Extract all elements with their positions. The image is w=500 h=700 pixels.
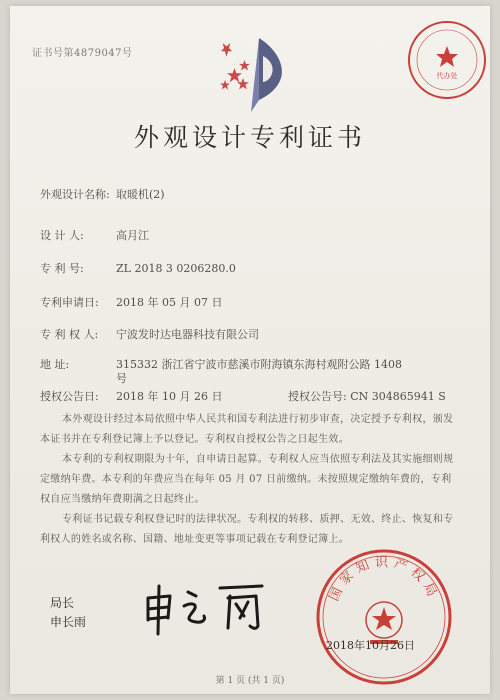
field-value: 2018 年 10 月 26 日 <box>116 390 223 403</box>
paragraph-legal-status: 专利证书记载专利权登记时的法律状况。专利权的转移、质押、无效、终止、恢复和专利权人的姓名或名称、国籍、地址变更等事项记载在专利登记簿上。 <box>40 514 454 545</box>
signatory-title: 局长 <box>50 596 75 610</box>
field-grant-number <box>288 388 446 404</box>
field-label: 授权公告日: <box>40 390 99 403</box>
field-value: 2018 年 05 月 07 日 <box>116 296 223 309</box>
field-address <box>40 356 402 372</box>
field-value: 取暖机(2) <box>116 188 165 201</box>
signatory-name: 申长雨 <box>50 615 87 629</box>
certificate-serial: 证书号第4879047号 <box>32 48 133 59</box>
field-grant-date <box>40 388 446 404</box>
field-label: 专 利 权 人: <box>40 328 99 341</box>
svg-text:国家知识产权局: 国家知识产权局 <box>326 555 442 604</box>
field-label: 专利申请日: <box>40 296 99 309</box>
paragraph-grant: 本外观设计经过本局依照中华人民共和国专利法进行初步审查，决定授予专利权，颁发本证书并在专利登记簿上予以登记。专利权自授权公告之日起生效。 <box>40 414 454 445</box>
field-value: 315332 浙江省宁波市慈溪市附海镇东海村观附公路 1408 <box>116 358 402 371</box>
page-number: 第 1 页 (共 1 页) <box>215 676 285 686</box>
field-designer <box>40 227 149 243</box>
seal-date: 2018年10月26日 <box>326 639 415 652</box>
agency-seal <box>405 18 489 102</box>
field-value: 高月江 <box>116 229 149 242</box>
field-design-name <box>40 186 165 202</box>
official-seal <box>313 546 455 688</box>
paragraph-term: 本专利的专利权期限为十年，自申请日起算。专利权人应当依照专利法及其实施细则规定缴纳年费。本专利的年费应当在每年 05 月 07 日前缴纳。未按照规定缴纳年费的，专利权自应当缴纳年费期满之日起终止。 <box>40 454 454 505</box>
handwritten-signature <box>140 576 270 636</box>
field-address-continued: 号 <box>116 372 127 385</box>
field-patent-number <box>40 260 236 276</box>
certificate-paper <box>10 6 490 694</box>
field-value: 宁波发时达电器科技有限公司 <box>116 328 259 341</box>
field-patentee <box>40 326 259 342</box>
field-label: 专 利 号: <box>40 262 84 275</box>
certificate-title: 外观设计专利证书 <box>133 123 366 152</box>
field-application-date <box>40 294 222 310</box>
field-label: 地 址: <box>40 358 70 371</box>
field-label: 设 计 人: <box>40 229 84 242</box>
field-value: CN 304865941 S <box>350 390 446 403</box>
field-label: 授权公告号: <box>288 390 347 403</box>
svg-text:代办处: 代办处 <box>436 72 458 80</box>
field-label: 外观设计名称: <box>40 188 110 201</box>
field-value: ZL 2018 3 0206280.0 <box>116 262 236 275</box>
patent-office-logo <box>215 34 305 114</box>
